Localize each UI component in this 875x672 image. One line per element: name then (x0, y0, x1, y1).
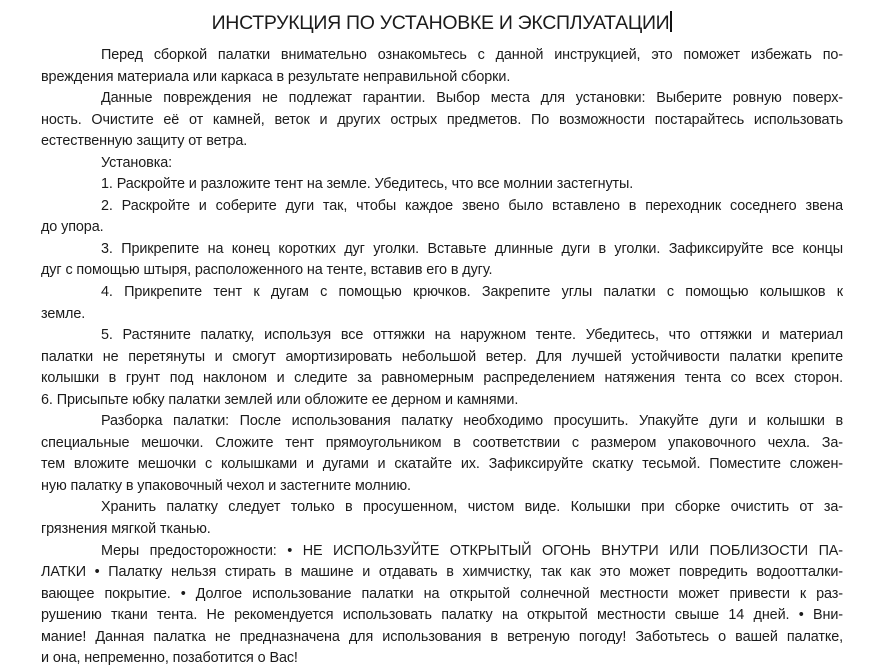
text-line: 3. Прикрепите на конец коротких дуг уголки. Вставьте длинные дуги в уголки. Зафиксируйте все концы (101, 240, 843, 257)
text-line: естественную защиту от ветра. (41, 133, 248, 150)
text-line: специальные мешочки. Сложите тент прямоугольником в соответствии с размером упаковочного чехла. За- (41, 434, 843, 451)
paragraph (41, 153, 843, 175)
document-title: ИНСТРУКЦИЯ ПО УСТАНОВКЕ И ЭКСПЛУАТАЦИИ (211, 12, 670, 34)
text-line: Перед сборкой палатки внимательно ознакомьтесь с данной инструкцией, это поможет избежать по- (101, 47, 843, 63)
text-line: тем вложите мешочки с колышками и дугами и скатайте их. Зафиксируйте скатку тесьмой. Поместите сложен- (41, 456, 843, 473)
text-line: палатки не перетянуты и смогут амортизировать небольшой ветер. Для лучшей устойчивости палатки крепите (41, 348, 843, 365)
text-line: ную палатку в упаковочный чехол и застегните молнию. (41, 477, 411, 494)
text-line: 2. Раскройте и соберите дуги так, чтобы каждое звено было вставлено в переходник соседнего звена (101, 197, 843, 214)
text-line: ность. Очистите её от камней, веток и других острых предметов. По возможности постарайтесь использовать (41, 111, 843, 128)
paragraph (41, 497, 843, 540)
text-line: и она, непременно, позаботится о Вас! (41, 650, 298, 667)
text-line: вреждения материала или каркаса в результате неправильной сборки. (41, 68, 511, 85)
text-line: дуг с помощью штыря, расположенного на тенте, вставив его в дугу. (41, 262, 493, 279)
text-line: рушению ткани тента. Не рекомендуется использовать палатку на открытой местности свыше 14 дней. • Вни- (41, 607, 843, 624)
document-title-row[interactable] (41, 9, 843, 39)
paragraph (41, 239, 843, 282)
paragraph (41, 174, 843, 196)
text-line: Установка: (101, 154, 173, 171)
text-line: до упора. (41, 219, 104, 236)
text-line: колышки в грунт под наклоном и следите за равномерным распределением натяжения тента со всех сторон. (41, 370, 843, 387)
paragraph (41, 541, 843, 670)
text-line: Меры предосторожности: • НЕ ИСПОЛЬЗУЙТЕ ОТКРЫТЫЙ ОГОНЬ ВНУТРИ ИЛИ ПОБЛИЗОСТИ ПА- (101, 542, 843, 559)
paragraph (41, 88, 843, 153)
text-line: вающее покрытие. • Долгое использование палатки на открытой солнечной местности может привести к раз- (41, 585, 843, 602)
document-body[interactable] (41, 45, 843, 670)
text-line: грязнения мягкой тканью. (41, 521, 211, 538)
text-line: 4. Прикрепите тент к дугам с помощью крючков. Закрепите углы палатки с помощью колышков к (101, 284, 843, 301)
text-line: Разборка палатки: После использования палатку необходимо просушить. Упакуйте дуги и колышки в (101, 413, 843, 430)
text-line: 1. Раскройте и разложите тент на земле. Убедитесь, что все молнии застегнуты. (101, 176, 634, 193)
text-cursor (670, 11, 672, 32)
paragraph (41, 282, 843, 325)
paragraph (41, 411, 843, 497)
text-line: 5. Растяните палатку, используя все оттяжки на наружном тенте. Убедитесь, что оттяжки и материал (101, 327, 843, 344)
text-line: мание! Данная палатка не предназначена для использования в ветреную погоду! Заботьтесь о вашей палатке, (41, 628, 843, 645)
paragraph (41, 196, 843, 239)
text-line: Хранить палатку следует только в просушенном, чистом виде. Колышки при сборке очистить от за- (101, 499, 843, 516)
paragraph (41, 45, 843, 88)
text-line: 6. Присыпьте юбку палатки землей или обложите ее дерном и камнями. (41, 391, 519, 408)
text-line: Данные повреждения не подлежат гарантии. Выбор места для установки: Выберите ровную поверх- (101, 90, 843, 107)
text-line: ЛАТКИ • Палатку нельзя стирать в машине и отдавать в химчистку, так как это может повредить водоотталки- (41, 564, 843, 581)
paragraph (41, 325, 843, 411)
text-line: земле. (41, 305, 86, 322)
